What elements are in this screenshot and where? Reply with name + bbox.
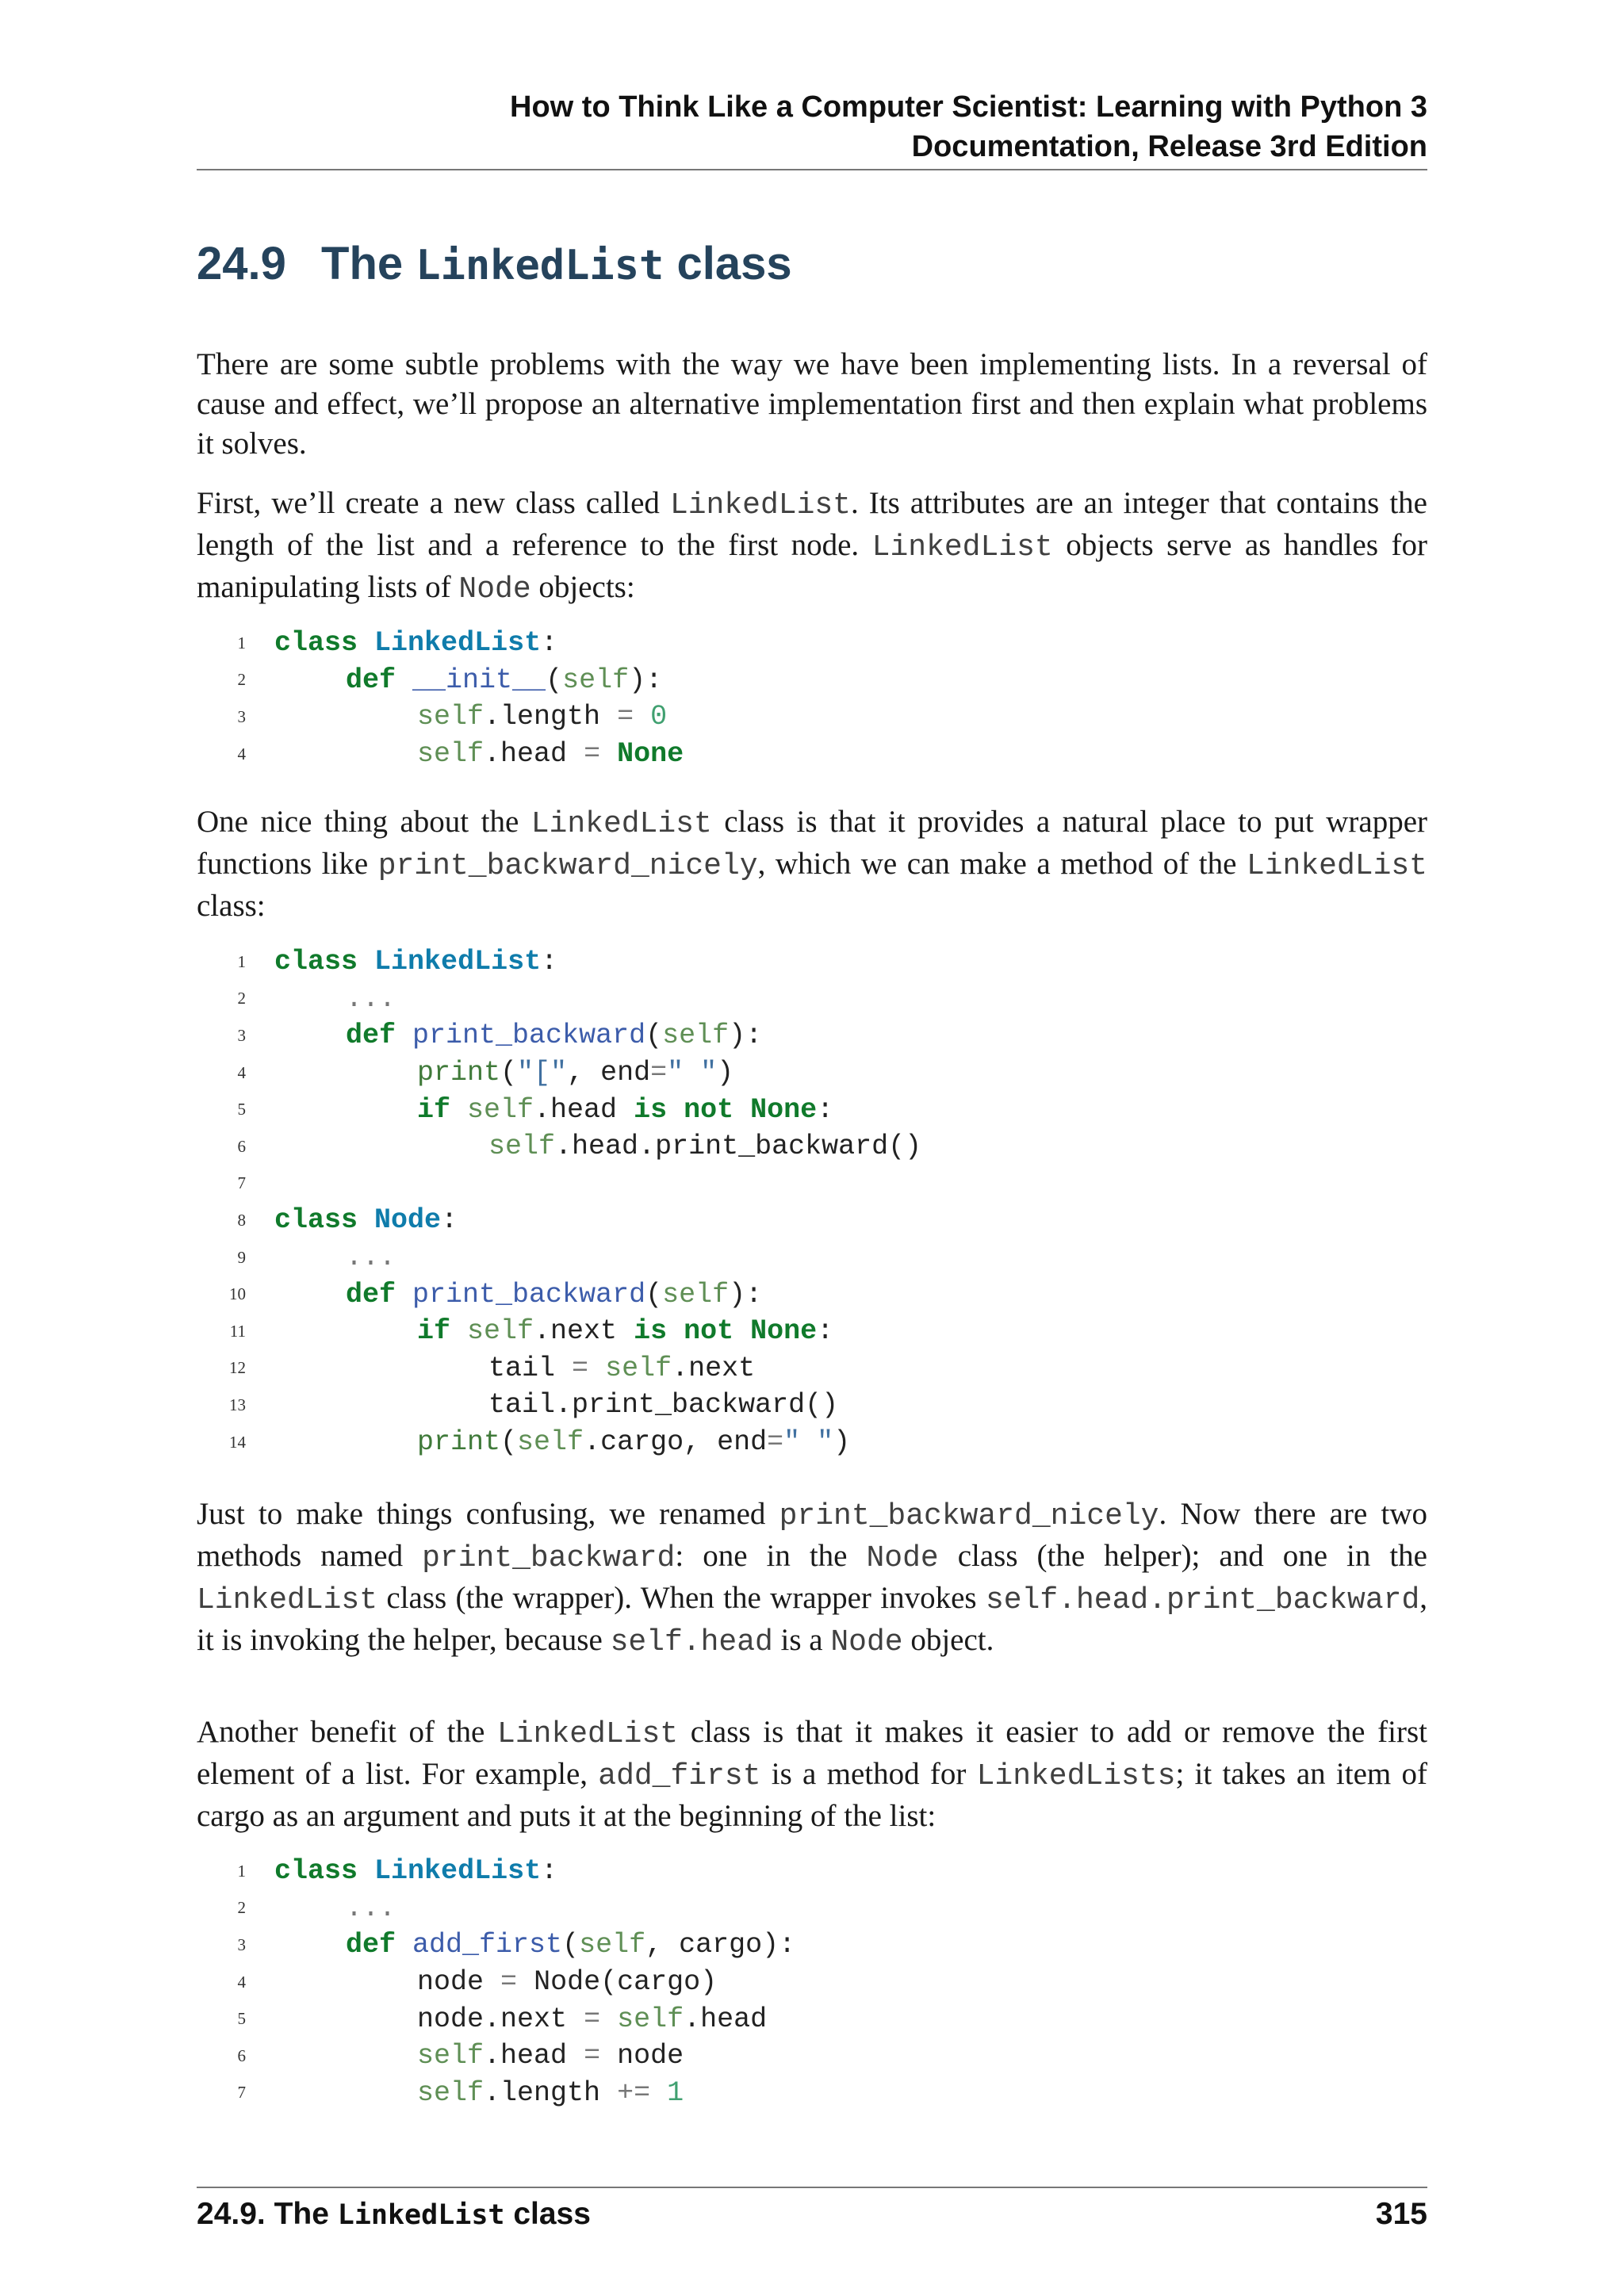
footer-section-title: 24.9. The LinkedList class <box>197 2197 591 2231</box>
code-line: 14 print(self.cargo, end=" ") <box>229 1426 851 1459</box>
paragraph-3: One nice thing about the LinkedList class is that it provides a natural place to put wrapper functions like print_backward_nicely, which we can make a method of the LinkedList class: <box>197 805 1427 923</box>
code-line: 7 <box>237 1173 246 1193</box>
code-line: 2 ... <box>237 982 396 1015</box>
inline-code: add_first <box>598 1759 761 1793</box>
inline-code: LinkedList <box>669 488 851 522</box>
paragraph-1: There are some subtle problems with the way we have been implementing lists. In a reversal of cause and effect, we’ll propose an alternative implementation first and then explain what problems it solves. <box>197 347 1427 461</box>
section-title-post: class <box>676 238 792 289</box>
code-line: 2 def __init__(self): <box>237 664 663 696</box>
header-line-1: How to Think Like a Computer Scientist: Learning with Python 3 <box>510 90 1427 124</box>
code-line: 9 ... <box>237 1242 396 1274</box>
inline-code: self.head.print_backward <box>985 1583 1420 1617</box>
header-line-2: Documentation, Release 3rd Edition <box>911 130 1427 163</box>
code-line: 11 if self.next is not None: <box>229 1315 834 1348</box>
paragraph-2: First, we’ll create a new class called LinkedList. Its attributes are an integer that contains the length of the list and a reference to the first node. LinkedList objects serve as handles for manipulating lists of Node objects: <box>197 486 1427 607</box>
paragraph-5: Another benefit of the LinkedList class is that it makes it easier to add or remove the first element of a list. For example, add_first is a method for LinkedLists; it takes an item of cargo as an argument and puts it at the beginning of the list: <box>197 1715 1427 1833</box>
code-line: 3 def add_first(self, cargo): <box>237 1929 796 1961</box>
code-line: 4 print("[", end=" ") <box>237 1057 734 1089</box>
inline-code: print_backward_nicely <box>377 849 758 883</box>
section-number: 24.9 <box>197 238 286 289</box>
code-block-1 <box>197 625 1427 772</box>
inline-code: self.head <box>610 1625 773 1659</box>
code-block-3 <box>197 1853 1427 2111</box>
code-line: 13 tail.print_backward() <box>229 1389 839 1422</box>
code-line: 7 self.length += 1 <box>237 2076 684 2109</box>
document-page <box>197 0 1427 2296</box>
inline-code: Node <box>830 1625 903 1659</box>
section-title-pre: The <box>321 238 404 289</box>
code-line: 4 self.head = None <box>237 738 684 771</box>
code-line: 1 class LinkedList: <box>237 1855 558 1888</box>
code-line: 12 tail = self.next <box>229 1352 756 1384</box>
inline-code: LinkedList <box>497 1717 679 1751</box>
paragraph-4: Just to make things confusing, we renamed print_backward_nicely. Now there are two methods named print_backward: one in the Node class (the helper); and one in the LinkedList class (the wrapper). When the wrapper invokes self.head.print_backward, it is invoking the helper, because self.head is a Node object. <box>197 1497 1427 1659</box>
inline-code: print_backward <box>422 1541 676 1575</box>
inline-code: LinkedList <box>871 530 1053 564</box>
section-heading <box>197 236 792 293</box>
code-line: 1 class LinkedList: <box>237 946 558 978</box>
inline-code: LinkedList <box>197 1583 378 1617</box>
footer-divider <box>197 2187 1427 2188</box>
code-line: 4 node = Node(cargo) <box>237 1966 718 1999</box>
code-block-2 <box>197 943 1427 1460</box>
inline-code: LinkedList <box>1246 849 1427 883</box>
code-line: 10 def print_backward(self): <box>229 1278 763 1311</box>
page-number: 315 <box>1375 2197 1427 2231</box>
code-line: 3 def print_backward(self): <box>237 1020 763 1052</box>
running-header <box>197 87 1427 166</box>
code-line: 5 node.next = self.head <box>237 2003 768 2035</box>
code-line: 1 class LinkedList: <box>237 627 558 660</box>
inline-code: Node <box>458 572 531 607</box>
inline-code: print_backward_nicely <box>779 1499 1159 1533</box>
code-line: 6 self.head.print_backward() <box>237 1131 922 1163</box>
code-line: 6 self.head = node <box>237 2040 684 2072</box>
code-line: 8 class Node: <box>237 1204 458 1237</box>
code-line: 5 if self.head is not None: <box>237 1093 834 1126</box>
inline-code: LinkedList <box>530 807 712 841</box>
section-title-code: LinkedList <box>416 242 665 289</box>
code-line: 2 ... <box>237 1892 396 1924</box>
inline-code: LinkedLists <box>976 1759 1176 1793</box>
code-line: 3 self.length = 0 <box>237 701 668 733</box>
inline-code: Node <box>866 1541 939 1575</box>
header-divider <box>197 169 1427 170</box>
